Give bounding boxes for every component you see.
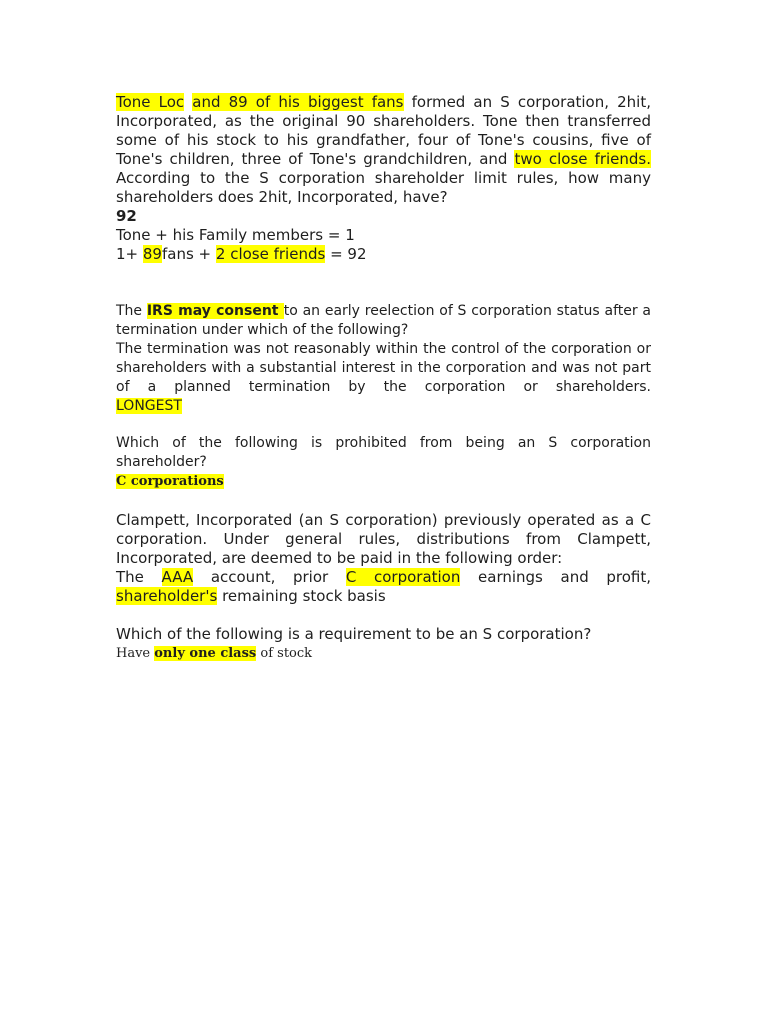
question-1-explanation-line-1: Tone + his Family members = 1 — [116, 226, 355, 244]
question-1-text — [116, 93, 651, 207]
text-span: earnings and profit, — [460, 568, 652, 586]
text-span: Have — [116, 646, 155, 661]
highlight: C corporations — [116, 474, 224, 489]
text-span: 1+ — [116, 245, 143, 263]
question-4-text: Clampett, Incorporated (an S corporation) previously operated as a C corporation. Under general rules, distributions from Clampett, Incorporated, are deemed to be paid in the following order: — [116, 511, 651, 567]
text-span: t — [283, 303, 290, 319]
question-5-answer — [116, 644, 651, 663]
text-span: remaining stock basis — [217, 587, 386, 605]
text-span: of stock — [256, 646, 313, 661]
highlight: shareholder's — [116, 587, 218, 605]
text-span: = 92 — [325, 245, 367, 263]
text-span: According to the S corporation shareholder limit rules, how many shareholders does 2hit, Incorporated, have? — [116, 169, 651, 206]
text-span: The — [116, 568, 162, 586]
question-4-answer — [116, 568, 651, 587]
highlight: AAA — [161, 568, 194, 586]
spacer — [116, 264, 651, 302]
question-3-text: Which of the following is prohibited from being an S corporation shareholder? — [116, 435, 651, 470]
spacer — [116, 491, 651, 511]
question-2-answer — [116, 340, 651, 397]
highlight: Tone Loc — [116, 93, 185, 111]
highlight: LONGEST — [116, 398, 182, 414]
text-span: o an early reelection of S corporation status after a termination under which of the following? — [116, 303, 651, 338]
highlight: 2 close friends — [215, 245, 326, 263]
question-2-text — [116, 302, 651, 340]
spacer — [116, 416, 651, 434]
highlight: C corporation — [345, 568, 461, 586]
question-3-answer — [116, 472, 651, 491]
highlight: 89 — [142, 245, 162, 263]
text-span: formed an S corporation, 2hit, Incorporated, as the original 90 shareholders. Tone then transferred some of his stock to his grandfather, four of Tone's cousins, five of Tone's children, three of Tone's grandchildren, and — [116, 93, 651, 168]
document-page — [116, 93, 651, 663]
question-2-answer-tag-line — [116, 397, 651, 416]
highlight: and 89 of his biggest fans — [192, 93, 404, 111]
text-span: The — [116, 303, 147, 319]
text-span: account, prior — [193, 568, 346, 586]
highlight: IRS may consent — [146, 303, 284, 319]
highlight: only one class — [154, 646, 257, 661]
question-4-answer-line-2 — [116, 587, 651, 606]
question-1-explanation-line-2 — [116, 245, 651, 264]
spacer — [116, 606, 651, 625]
text-span: fans + — [161, 245, 216, 263]
question-5-text: Which of the following is a requirement to be an S corporation? — [116, 625, 592, 643]
highlight: two close friends. — [514, 150, 652, 168]
text-span: The termination was not reasonably within the control of the corporation or shareholders with a substantial interest in the corporation and was not part of a planned termination by the corporation or shareholders. — [116, 341, 651, 395]
question-1-answer: 92 — [116, 207, 137, 225]
